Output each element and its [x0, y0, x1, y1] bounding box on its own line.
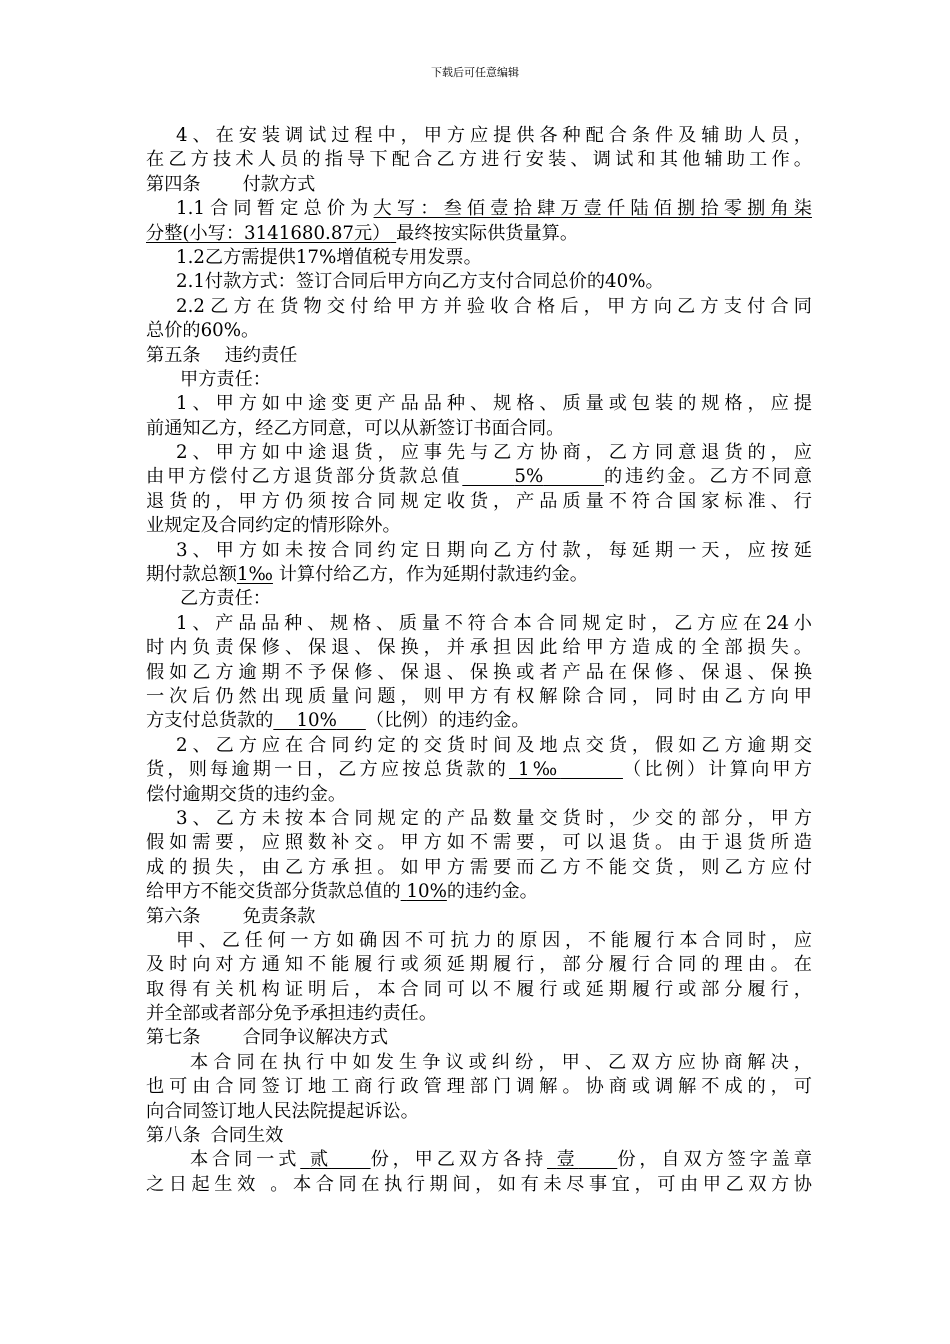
- contract-amount-words: 大写：叁佰壹拾肆万壹仟陆佰捌拾零捌角柒: [373, 198, 812, 220]
- party-b-clause-3-line: 成的损失，由乙方承担。如甲方需要而乙方不能交货，则乙方应付: [146, 856, 812, 878]
- article-6-heading: [146, 905, 812, 929]
- clause-4-1-1-line: 分整(小写：3141680.87元） 最终按实际供货量算。: [146, 222, 579, 244]
- party-b-responsibility-heading: 乙方责任：: [180, 588, 271, 610]
- late-payment-rate: 1‰: [236, 564, 273, 586]
- party-a-clause-2-line: 2、甲方如中途退货，应事先与乙方协商，乙方同意退货的，应: [176, 442, 812, 464]
- party-b-clause-2-line: 偿付逾期交货的违约金。: [146, 783, 347, 805]
- article-number: 第八条: [146, 1125, 201, 1147]
- article-number: 第四条: [146, 173, 201, 195]
- article-number: 第六条: [146, 905, 201, 927]
- party-b-clause-3-line: 给甲方不能交货部分货款总值的 10%的违约金。: [146, 881, 538, 903]
- party-b-clause-1-line: 一次后仍然出现质量问题，则甲方有权解除合同，同时由乙方向甲: [146, 685, 812, 707]
- quality-penalty-rate: 10%: [296, 710, 337, 732]
- shortage-penalty-rate: 10%: [406, 881, 447, 903]
- article-title: 合同生效: [210, 1125, 284, 1147]
- contract-amount-figure: 分整(小写：3141680.87元）: [146, 222, 391, 244]
- party-a-clause-2-line: 业规定及合同约定的情形除外。: [146, 515, 401, 537]
- party-a-clause-2-line: 退货的，甲方仍须按合同规定收货，产品质量不符合国家标准、行: [146, 490, 812, 512]
- article-8-heading: [146, 1124, 812, 1148]
- party-a-responsibility-heading: 甲方责任：: [180, 368, 271, 390]
- party-b-clause-1-line: 1、产品品种、规格、质量不符合本合同规定时，乙方应在24小: [176, 612, 812, 634]
- effectiveness-line: 本合同一式 贰 份，甲乙双方各持 壹 份，自双方签字盖章: [190, 1149, 812, 1171]
- copies-total: 贰: [309, 1149, 332, 1171]
- article-title: 合同争议解决方式: [242, 1027, 389, 1049]
- party-b-clause-1-line: 方支付总货款的 10% （比例）的违约金。: [146, 710, 530, 732]
- article-title: 免责条款: [242, 905, 316, 927]
- article-4-heading: [146, 173, 812, 197]
- article-title: 付款方式: [242, 173, 316, 195]
- copies-each: 壹: [556, 1149, 579, 1171]
- clause-4-2-1: 2.1付款方式：签订合同后甲方向乙方支付合同总价的40%。: [176, 271, 664, 293]
- force-majeure-line: 甲、乙任何一方如确因不可抗力的原因，不能履行本合同时，应: [176, 929, 812, 951]
- article-number: 第七条: [146, 1027, 201, 1049]
- contract-body: [146, 124, 812, 1197]
- clause-3-4-line: 4、在安装调试过程中，甲方应提供各种配合条件及辅助人员，: [176, 125, 812, 146]
- party-b-clause-2-line: 2、乙方应在合同约定的交货时间及地点交货，假如乙方逾期交: [176, 734, 812, 756]
- party-b-clause-1-line: 时内负责保修、保退、保换，并承担因此给甲方造成的全部损失。: [146, 637, 812, 659]
- page-header: 下载后可任意编辑: [431, 66, 519, 79]
- clause-4-1-1-line: 1.1合同暂定总价为大写：叁佰壹拾肆万壹仟陆佰捌拾零捌角柒: [176, 198, 812, 220]
- party-b-clause-2-line: 货，则每逾期一日，乙方应按总货款的 1‰ （比例）计算向甲方: [146, 759, 812, 781]
- clause-3-4-line: 在乙方技术人员的指导下配合乙方进行安装、调试和其他辅助工作。: [146, 149, 812, 171]
- dispute-resolution-line: 也可由合同签订地工商行政管理部门调解。协商或调解不成的，可: [146, 1076, 812, 1098]
- party-a-clause-1-line: 1、甲方如中途变更产品品种、规格、质量或包装的规格，应提: [176, 393, 812, 415]
- force-majeure-line: 并全部或者部分免予承担违约责任。: [146, 1003, 438, 1025]
- effectiveness-line: 之日起生效 。本合同在执行期间，如有未尽事宜，可由甲乙双方协: [146, 1173, 812, 1195]
- article-title: 违约责任: [224, 344, 298, 366]
- clause-4-2-2-line: 总价的60%。: [146, 320, 260, 342]
- dispute-resolution-line: 本合同在执行中如发生争议或纠纷，甲、乙双方应协商解决，: [190, 1051, 812, 1073]
- late-delivery-rate: 1‰: [517, 759, 561, 781]
- party-a-clause-3-line: 期付款总额1‰ 计算付给乙方，作为延期付款违约金。: [146, 564, 588, 586]
- dispute-resolution-line: 向合同签订地人民法院提起诉讼。: [146, 1100, 419, 1122]
- party-b-clause-1-line: 假如乙方逾期不予保修、保退、保换或者产品在保修、保退、保换: [146, 661, 812, 683]
- party-b-clause-3-line: 假如需要，应照数补交。甲方如不需要，可以退货。由于退货所造: [146, 832, 812, 854]
- party-a-clause-1-line: 前通知乙方，经乙方同意，可以从新签订书面合同。: [146, 417, 565, 439]
- refund-penalty-rate: 5%: [514, 466, 544, 488]
- force-majeure-line: 取得有关机构证明后，本合同可以不履行或延期履行或部分履行，: [146, 978, 812, 1000]
- party-b-clause-3-line: 3、乙方未按本合同规定的产品数量交货时，少交的部分，甲方: [176, 807, 812, 829]
- article-number: 第五条: [146, 344, 201, 366]
- clause-4-2-2-line: 2.2乙方在货物交付给甲方并验收合格后，甲方向乙方支付合同: [176, 295, 812, 317]
- force-majeure-line: 及时向对方通知不能履行或须延期履行，部分履行合同的理由。在: [146, 954, 812, 976]
- party-a-clause-3-line: 3、甲方如未按合同约定日期向乙方付款，每延期一天，应按延: [176, 539, 812, 561]
- party-a-clause-2-line: 由甲方偿付乙方退货部分货款总值 5% 的违约金。乙方不同意: [146, 466, 812, 488]
- article-7-heading: [146, 1026, 812, 1050]
- article-5-heading: [146, 344, 812, 368]
- clause-4-1-2: 1.2乙方需提供17%增值税专用发票。: [176, 246, 482, 268]
